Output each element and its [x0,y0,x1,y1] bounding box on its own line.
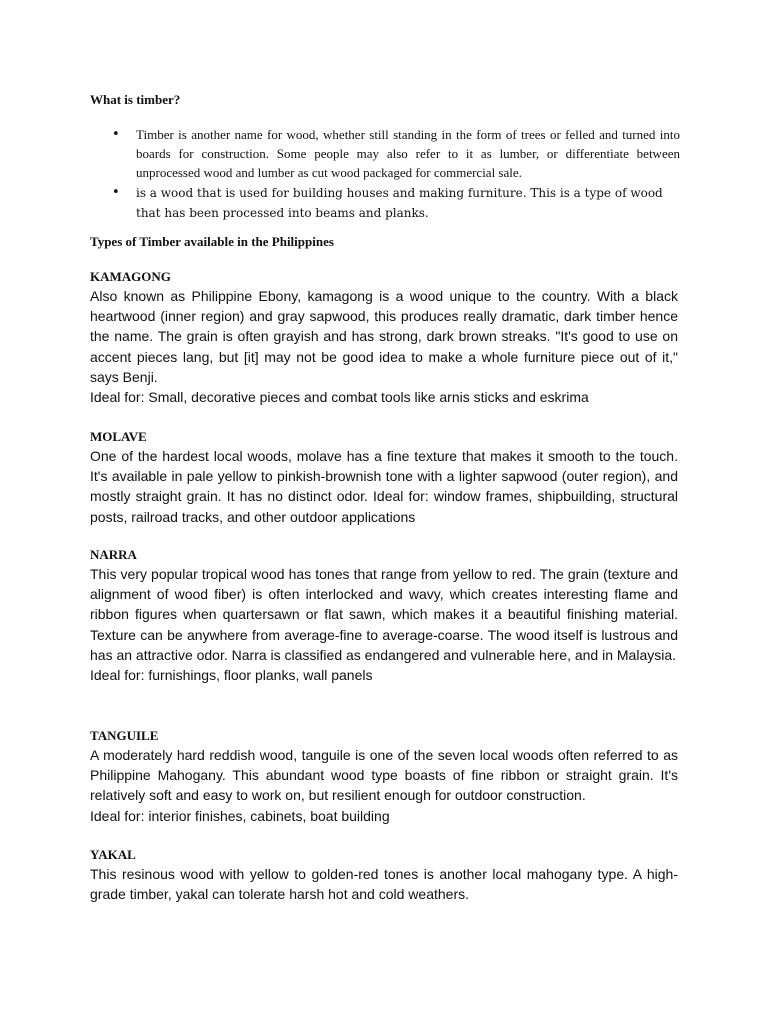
wood-title: KAMAGONG [90,269,171,284]
wood-description: This resinous wood with yellow to golden-red tones is another local mahogany type. A high-grade timber, yakal can tolerate harsh hot and cold weathers. [90,866,678,903]
wood-description: Also known as Philippine Ebony, kamagong is a wood unique to the country. With a black heartwood (inner region) and gray sapwood, this produces really dramatic, dark timber hence the name. The grain is often grayish and has strong, dark brown streaks. "It's good to use on accent pieces lang, but [it] may not be good idea to make a whole furniture piece out of it," says Benji. [90,288,678,385]
wood-section-narra [90,546,678,685]
wood-section-yakal [90,846,678,904]
wood-ideal-for: Ideal for: interior finishes, cabinets, boat building [90,807,390,824]
wood-description: A moderately hard reddish wood, tanguile is one of the seven local woods often referred to as Philippine Mahogany. This abundant wood type boasts of fine ribbon or straight grain. It's relatively soft and easy to work on, but resilient enough for outdoor construction. [90,747,678,804]
wood-title: NARRA [90,547,137,562]
wood-ideal-for: Ideal for: furnishings, floor planks, wall panels [90,667,373,684]
wood-title: TANGUILE [90,728,159,743]
wood-title: YAKAL [90,847,136,862]
definition-list [90,125,680,223]
wood-description: This very popular tropical wood has tones that range from yellow to red. The grain (texture and alignment of wood fiber) is often interlocked and wavy, which creates interesting flame and ribbon figures when quartersawn or flat sawn, which makes it a beautiful finishing material. Texture can be anywhere from average-fine to average-coarse. The wood itself is lustrous and has an attractive odor. Narra is classified as endangered and vulnerable here, and in Malaysia. [90,566,678,663]
list-item: • is a wood that is used for building houses and making furniture. This is a type of wood that has been processed into beams and planks. [90,183,680,223]
wood-ideal-for: Ideal for: Small, decorative pieces and combat tools like arnis sticks and eskrima [90,389,589,406]
wood-section-molave [90,428,678,527]
wood-section-kamagong [90,268,678,407]
list-item: • Timber is another name for wood, whether still standing in the form of trees or felled and turned into boards for construction. Some people may also refer to it as lumber, or differentiate between unprocessed wood and lumber as cut wood packaged for commercial sale. [90,125,680,182]
page-title: What is timber? [90,92,181,107]
wood-section-tanguile [90,727,678,826]
types-heading: Types of Timber available in the Philippines [90,234,334,249]
wood-title: MOLAVE [90,429,147,444]
wood-description: One of the hardest local woods, molave has a fine texture that makes it smooth to the touch. It's available in pale yellow to pinkish-brownish tone with a lighter sapwood (outer region), and mostly straight grain. It has no distinct odor. Ideal for: window frames, shipbuilding, structural posts, railroad tracks, and other outdoor applications [90,448,678,525]
